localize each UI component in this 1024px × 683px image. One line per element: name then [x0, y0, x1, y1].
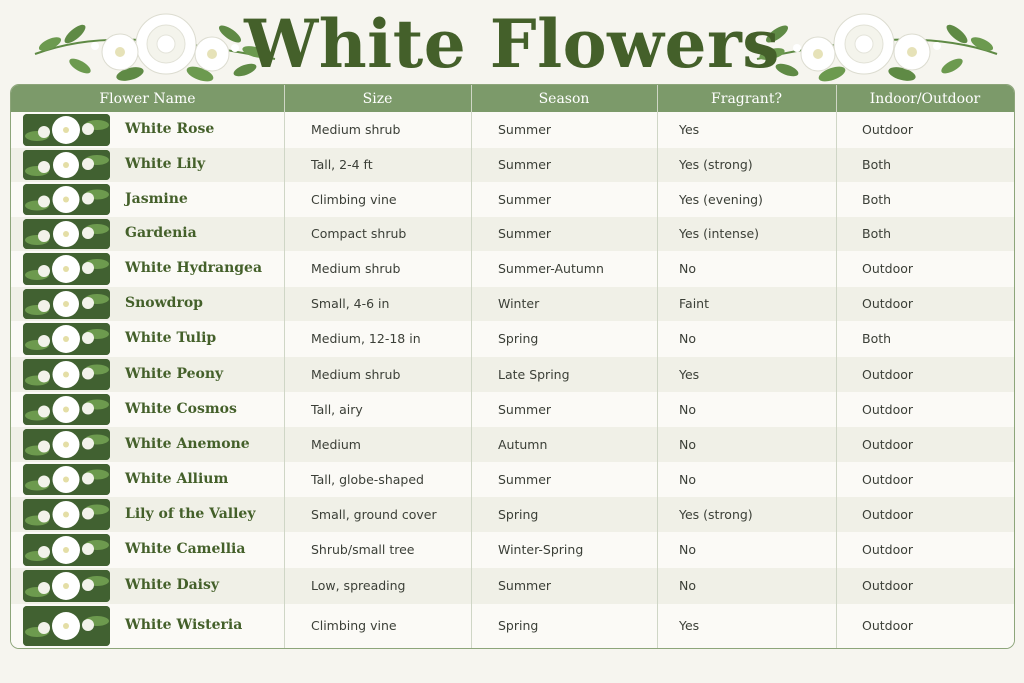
cell-size: Medium shrub — [311, 261, 401, 276]
cell-season: Summer-Autumn — [498, 261, 604, 276]
cell-fragrant: Yes (strong) — [679, 506, 753, 522]
cell-season: Summer — [498, 471, 552, 487]
hydrangea-photo-icon — [23, 253, 110, 285]
cell-size: Small, 4-6 in — [311, 296, 390, 311]
cell-location: Outdoor — [862, 506, 914, 522]
column-header-season: Season — [538, 91, 590, 107]
table-row — [11, 148, 1014, 182]
cell-season: Spring — [498, 506, 539, 522]
column-divider — [284, 85, 285, 648]
cell-location: Both — [862, 331, 892, 346]
cell-location: Outdoor — [862, 542, 914, 557]
allium-photo-icon — [23, 464, 110, 495]
flower-thumbnail — [23, 323, 110, 355]
cell-fragrant: Yes (intense) — [679, 226, 760, 241]
flower-name: Gardenia — [125, 225, 197, 241]
cell-fragrant: No — [679, 261, 696, 276]
table-row — [11, 182, 1014, 217]
cell-location: Outdoor — [862, 578, 914, 593]
cell-location: Both — [862, 226, 892, 241]
flower-name: White Allium — [125, 470, 229, 487]
table-row — [11, 497, 1014, 532]
flower-table — [10, 84, 1015, 649]
flower-thumbnail — [23, 114, 110, 146]
table-row — [11, 392, 1014, 427]
cell-size: Compact shrub — [311, 226, 407, 241]
cell-size: Medium, 12-18 in — [311, 331, 421, 346]
cell-location: Outdoor — [862, 261, 914, 276]
cell-season: Autumn — [498, 436, 548, 452]
cell-season: Summer — [498, 226, 552, 241]
cell-season: Spring — [498, 618, 539, 633]
cell-size: Shrub/small tree — [311, 542, 415, 557]
peony-photo-icon — [23, 359, 110, 390]
cell-size: Small, ground cover — [311, 506, 437, 522]
daisy-photo-icon — [23, 570, 110, 602]
cell-location: Outdoor — [862, 471, 914, 487]
table-row — [11, 568, 1014, 604]
cell-location: Outdoor — [862, 618, 914, 633]
flower-name: White Tulip — [125, 330, 217, 346]
cell-fragrant: Faint — [679, 296, 709, 311]
cell-fragrant: No — [679, 331, 696, 346]
flower-thumbnail — [23, 534, 110, 566]
table-row — [11, 462, 1014, 497]
cell-size: Tall, globe-shaped — [311, 471, 424, 487]
table-row — [11, 532, 1014, 568]
flower-name: White Peony — [125, 365, 224, 382]
table-row — [11, 357, 1014, 392]
page-title: White Flowers — [244, 5, 780, 83]
table-row — [11, 604, 1014, 648]
column-divider — [471, 85, 472, 648]
cell-fragrant: Yes (strong) — [679, 157, 753, 172]
flower-name: White Daisy — [125, 577, 220, 593]
cell-season: Summer — [498, 122, 552, 137]
cell-size: Medium shrub — [311, 122, 401, 137]
flower-name: Lily of the Valley — [125, 505, 256, 522]
rose-photo-icon — [23, 114, 110, 146]
anemone-photo-icon — [23, 429, 110, 460]
flower-thumbnail — [23, 464, 110, 495]
table-row — [11, 287, 1014, 321]
flower-name: White Cosmos — [125, 400, 237, 417]
flower-name: White Anemone — [125, 435, 250, 452]
cell-fragrant: No — [679, 436, 696, 452]
snowdrop-photo-icon — [23, 289, 110, 319]
table-row — [11, 251, 1014, 287]
cell-season: Late Spring — [498, 366, 570, 382]
cell-location: Outdoor — [862, 401, 914, 417]
lily-photo-icon — [23, 150, 110, 180]
flower-name: White Wisteria — [125, 617, 243, 633]
cell-fragrant: Yes — [679, 618, 700, 633]
table-row — [11, 427, 1014, 462]
cell-size: Climbing vine — [311, 191, 397, 207]
cell-season: Summer — [498, 157, 552, 172]
cell-fragrant: No — [679, 578, 696, 593]
flower-thumbnail — [23, 429, 110, 460]
flower-name: White Lily — [125, 156, 206, 172]
cell-fragrant: Yes — [679, 122, 700, 137]
column-header-fragrant: Fragrant? — [711, 91, 782, 107]
cell-size: Low, spreading — [311, 578, 406, 593]
column-divider — [836, 85, 837, 648]
column-header-location: Indoor/Outdoor — [869, 91, 981, 107]
cell-location: Outdoor — [862, 436, 914, 452]
table-row — [11, 112, 1014, 148]
cell-fragrant: Yes — [679, 366, 700, 382]
cell-size: Medium — [311, 436, 361, 452]
table-row — [11, 217, 1014, 251]
cell-fragrant: No — [679, 471, 696, 487]
cell-location: Outdoor — [862, 122, 914, 137]
column-header-flower-name: Flower Name — [99, 91, 196, 107]
cell-season: Winter — [498, 296, 540, 311]
cell-size: Climbing vine — [311, 618, 397, 633]
cell-season: Winter-Spring — [498, 542, 584, 557]
flower-thumbnail — [23, 606, 110, 646]
cell-size: Tall, 2-4 ft — [311, 157, 373, 172]
flower-name: Jasmine — [125, 190, 188, 207]
cell-location: Both — [862, 191, 892, 207]
jasmine-photo-icon — [23, 184, 110, 215]
flower-name: Snowdrop — [125, 295, 203, 311]
cell-season: Summer — [498, 191, 552, 207]
cell-season: Summer — [498, 401, 552, 417]
cell-fragrant: No — [679, 542, 696, 557]
flower-thumbnail — [23, 570, 110, 602]
wisteria-photo-icon — [23, 606, 110, 646]
cell-location: Outdoor — [862, 296, 914, 311]
cosmos-photo-icon — [23, 394, 110, 425]
gardenia-photo-icon — [23, 219, 110, 249]
flower-thumbnail — [23, 150, 110, 180]
flower-thumbnail — [23, 499, 110, 530]
column-divider — [657, 85, 658, 648]
flower-name: White Rose — [125, 121, 215, 137]
flower-thumbnail — [23, 219, 110, 249]
cell-location: Outdoor — [862, 366, 914, 382]
flower-thumbnail — [23, 184, 110, 215]
tulip-photo-icon — [23, 323, 110, 355]
cell-season: Spring — [498, 331, 539, 346]
camellia-photo-icon — [23, 534, 110, 566]
table-header — [11, 85, 1014, 112]
cell-fragrant: No — [679, 401, 696, 417]
flower-name: White Camellia — [125, 541, 246, 557]
flower-name: White Hydrangea — [125, 260, 263, 276]
cell-fragrant: Yes (evening) — [679, 191, 763, 207]
cell-size: Medium shrub — [311, 366, 401, 382]
flower-thumbnail — [23, 289, 110, 319]
cell-season: Summer — [498, 578, 552, 593]
flower-thumbnail — [23, 394, 110, 425]
flower-thumbnail — [23, 359, 110, 390]
lily-of-the-valley-photo-icon — [23, 499, 110, 530]
flower-thumbnail — [23, 253, 110, 285]
cell-size: Tall, airy — [311, 401, 363, 417]
column-header-size: Size — [362, 91, 393, 107]
table-row — [11, 321, 1014, 357]
cell-location: Both — [862, 157, 892, 172]
